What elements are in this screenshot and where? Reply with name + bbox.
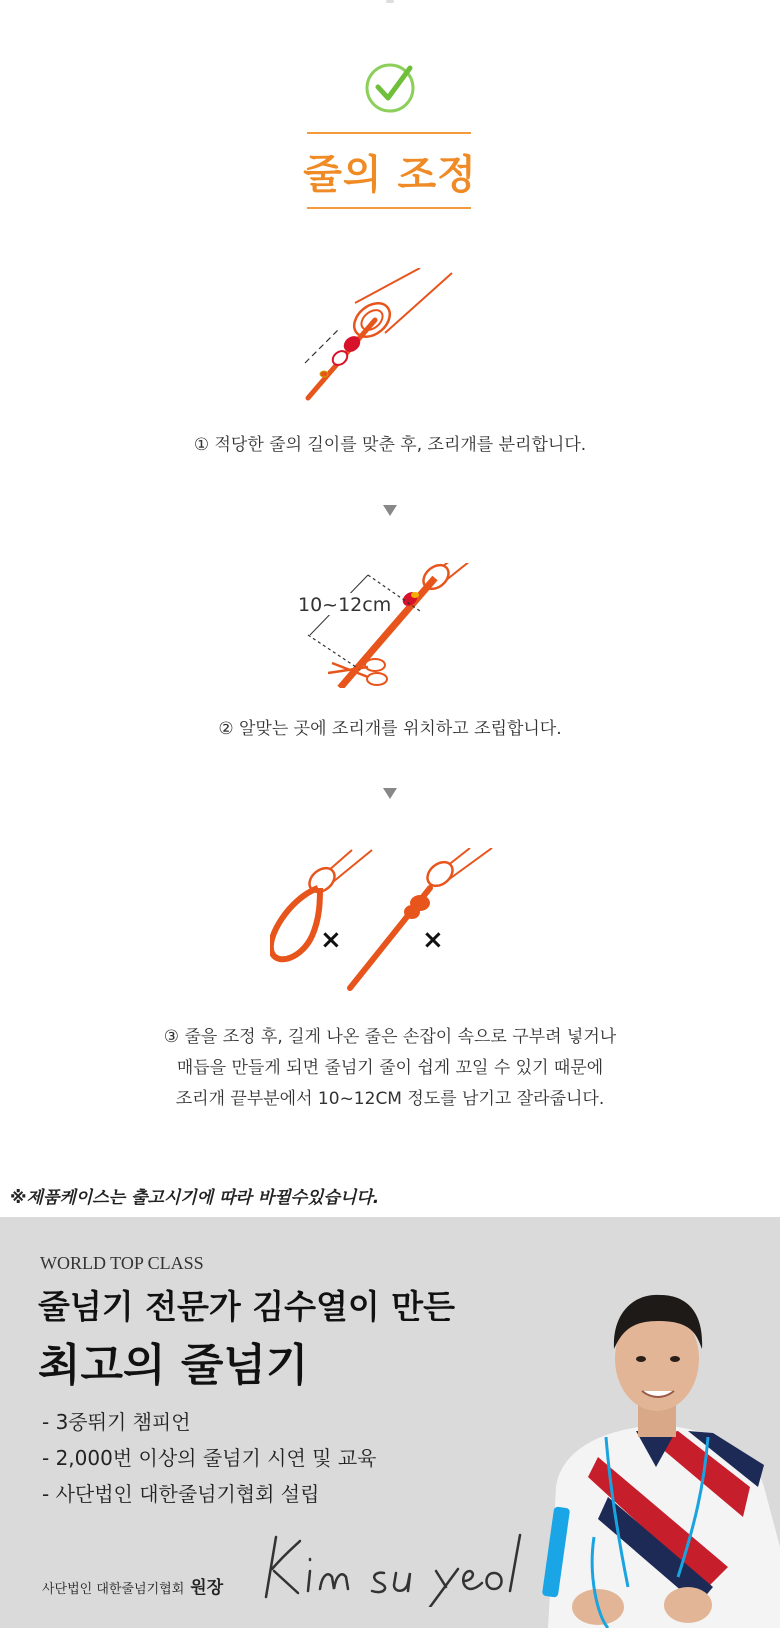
step-3-line: ③ 줄을 조정 후, 길게 나온 줄은 손잡이 속으로 구부려 넣거나: [163, 1027, 617, 1047]
organization-name: 사단법인 대한줄넘기협회: [42, 1582, 185, 1597]
organization-credit: [42, 1573, 223, 1598]
step-3-line: 조리개 끝부분에서 10~12CM 정도를 남기고 잘라줍니다.: [175, 1089, 605, 1109]
case-notice: ※제품케이스는 출고시기에 따라 바뀔수있습니다.: [10, 1188, 380, 1208]
banner-eyebrow: WORLD TOP CLASS: [40, 1253, 204, 1273]
svg-text:×: ×: [320, 925, 342, 955]
instructor-portrait: [538, 1287, 780, 1628]
banner-headline-2: 최고의 줄넘기: [38, 1340, 309, 1391]
credential-list: [42, 1404, 376, 1512]
rope-detach-illustration: [300, 268, 460, 403]
down-arrow-icon: [383, 505, 397, 516]
page-title: 줄의 조정: [303, 152, 477, 198]
wrong-usage-illustration: [270, 848, 510, 993]
title-rule-top: [307, 132, 471, 134]
credential-item: - 3중뛰기 챔피언: [42, 1410, 191, 1434]
endorsement-banner: [0, 1217, 780, 1628]
svg-text:×: ×: [422, 925, 444, 955]
credential-item: - 사단법인 대한줄넘기협회 설립: [42, 1482, 320, 1506]
credential-item: - 2,000번 이상의 줄넘기 시연 및 교육: [42, 1446, 377, 1470]
title-rule-bottom: [307, 207, 471, 209]
signature: [258, 1527, 548, 1607]
measure-label: 10~12cm: [298, 594, 392, 616]
step-1-text: ① 적당한 줄의 길이를 맞춘 후, 조리개를 분리합니다.: [193, 435, 587, 455]
down-arrow-icon: [383, 788, 397, 799]
check-icon: [364, 60, 418, 114]
step-3-text: [0, 1022, 780, 1115]
banner-headline-1: 줄넘기 전문가 김수열이 만든: [38, 1287, 456, 1326]
rope-cut-illustration: [290, 563, 480, 688]
step-2-text: ② 알맞는 곳에 조리개를 위치하고 조립합니다.: [218, 719, 562, 739]
top-divider-dot: [386, 0, 394, 3]
organization-role: 원장: [190, 1578, 224, 1598]
step-3-line: 매듭을 만들게 되면 줄넘기 줄이 쉽게 꼬일 수 있기 때문에: [176, 1058, 604, 1078]
